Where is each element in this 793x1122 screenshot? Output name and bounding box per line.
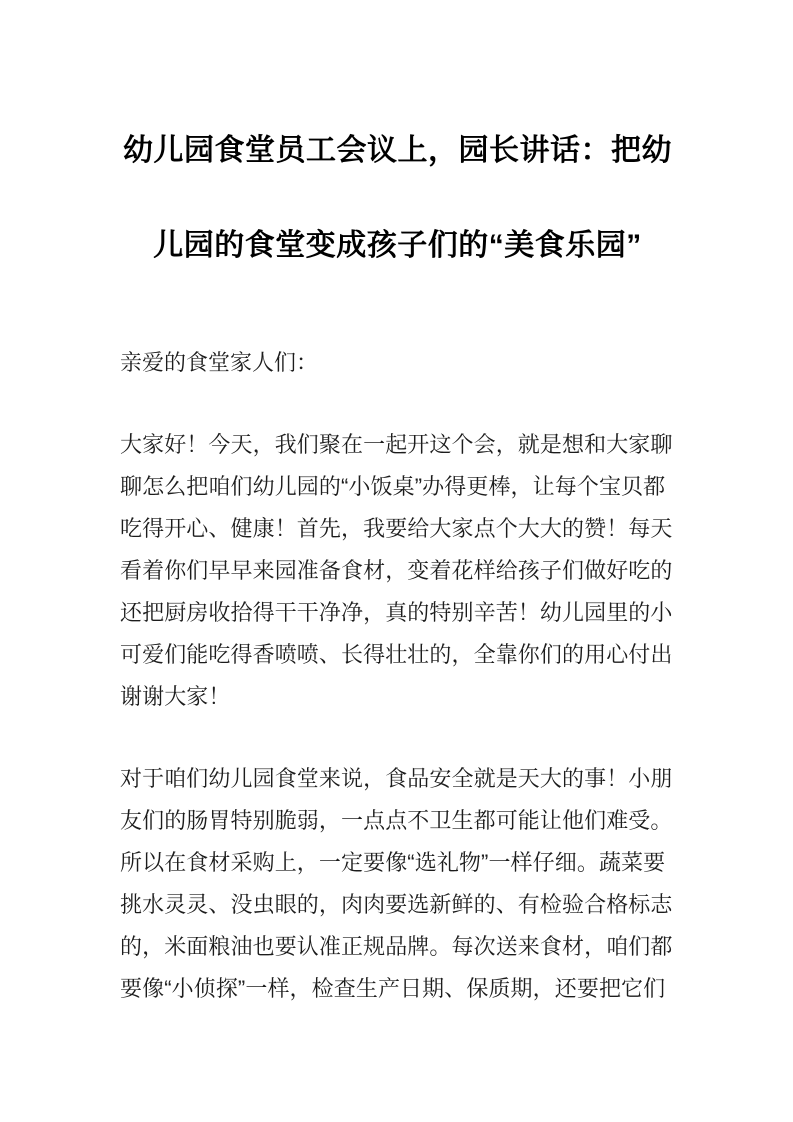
document-title-line-2: 儿园的食堂变成孩子们的“美食乐园”: [153, 229, 642, 262]
body-line: 还把厨房收拾得干干净净，真的特别辛苦！幼儿园里的小: [120, 600, 673, 625]
body-line: 吃得开心、健康！首先，我要给大家点个大大的赞！每天: [120, 516, 673, 541]
body-line: 挑水灵灵、没虫眼的，肉肉要选新鲜的、有检验合格标志: [120, 892, 673, 917]
body-line: 所以在食材采购上，一定要像“选礼物”一样仔细。蔬菜要: [120, 850, 666, 875]
body-line: 谢谢大家！: [120, 684, 231, 709]
body-line: 大家好！今天，我们聚在一起开这个会，就是想和大家聊: [120, 432, 673, 457]
body-line: 可爱们能吃得香喷喷、长得壮壮的，全靠你们的用心付出: [120, 642, 673, 667]
paragraph-1: [120, 424, 675, 718]
document-content: [0, 103, 793, 1010]
body-line: 聊怎么把咱们幼儿园的“小饭桌”办得更棒，让每个宝贝都: [120, 474, 666, 499]
body-line: 要像“小侦探”一样，检查生产日期、保质期，还要把它们: [120, 976, 666, 1001]
body-line: 的，米面粮油也要认准正规品牌。每次送来食材，咱们都: [120, 934, 673, 959]
document-title-line-1: 幼儿园食堂员工会议上，园长讲话：把幼: [123, 134, 672, 167]
body-line: 看着你们早早来园准备食材，变着花样给孩子们做好吃的: [120, 558, 673, 583]
body-line: 友们的肠胃特别脆弱，一点点不卫生都可能让他们难受。: [120, 808, 673, 833]
document-title: [120, 103, 675, 293]
paragraph-2: [120, 758, 675, 1010]
salutation-line: 亲爱的食堂家人们：: [120, 350, 319, 375]
body-line: 对于咱们幼儿园食堂来说，食品安全就是天大的事！小朋: [120, 766, 673, 791]
